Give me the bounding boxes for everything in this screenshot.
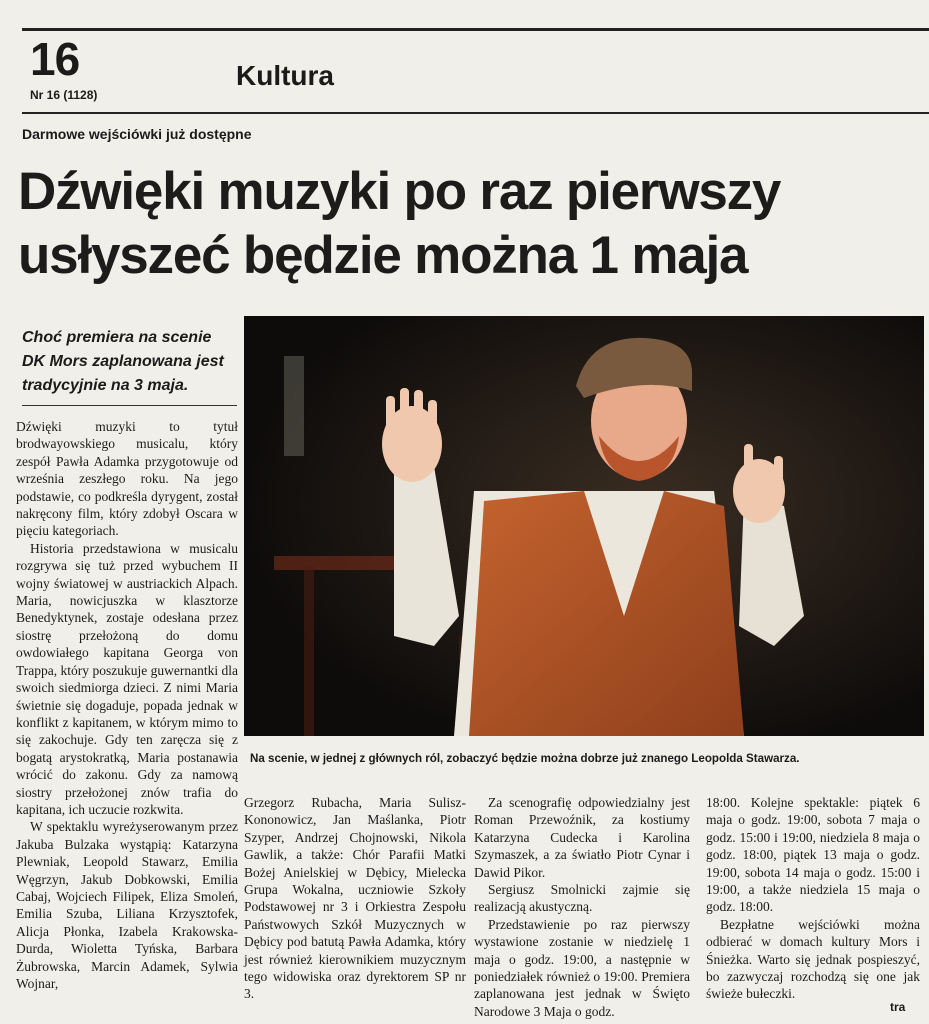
article-column-4 (706, 794, 920, 1003)
article-photo (244, 316, 924, 736)
article-column-1 (16, 418, 238, 992)
paragraph: Sergiusz Smolnicki zajmie się realizacją akustyczną. (474, 882, 690, 915)
paragraph: Za scenografię odpowiedzialny jest Roman Przewoźnik, za kostiumy Katarzyna Cudecka i Karolina Szymaszek, a za światło Piotr Cynar i Dawid Pikor. (474, 795, 690, 880)
actor-photo-illustration (244, 316, 924, 736)
headline-line-2: usłyszeć będzie można 1 maja (18, 226, 748, 285)
page-number: 16 (30, 33, 80, 85)
article-column-2 (244, 794, 466, 1003)
lead-rule (22, 405, 237, 406)
paragraph: Dźwięki muzyki to tytuł brodwayowskiego musicalu, który zespół Pawła Adamka przygotowuje od września zeszłego roku. Na jego podstawie, co podkreśla dyrygent, został nakręcony film, który zdobył Oscara w pięciu kategoriach. (16, 419, 238, 539)
paragraph: W spektaklu wyreżyserowanym przez Jakuba Bulzaka wystąpią: Katarzyna Plewniak, Leopold Stawarz, Emilia Węgrzyn, Jakub Dobkowski, Emilia Cabaj, Wojciech Filipek, Eliza Smoleń, Emilia Szuba, Liliana Krzysztofek, Alicja Płonka, Izabela Krakowska-Durda, Wioletta Tyńska, Barbara Żubrowska, Marcin Adamek, Sylwia Wojnar, (16, 819, 238, 991)
paragraph: Grzegorz Rubacha, Maria Sulisz-Kononowicz, Jan Maślanka, Piotr Szyper, Andrzej Chojnowski, Nikola Gawlik, a także: Chór Parafii Matki Bożej Anielskiej w Dębicy, Mielecka Grupa Wokalna, uczniowie Szkoły Podstawowej nr 3 i Orkiestra Zespołu Państwowych Szkół Muzycznych w Dębicy pod batutą Pawła Adamka, który jest również kierownikiem muzycznym tego widowiska oraz dyrektorem SP nr 3. (244, 795, 466, 1002)
article-kicker: Darmowe wejściówki już dostępne (22, 126, 252, 142)
author-signature: tra (890, 1000, 906, 1014)
issue-number: Nr 16 (1128) (30, 88, 98, 102)
photo-caption: Na scenie, w jednej z głównych ról, zobaczyć będzie można dobrze już znanego Leopolda Stawarza. (250, 752, 800, 765)
article-lead: Choć premiera na scenie DK Mors zaplanowana jest tradycyjnie na 3 maja. (22, 329, 224, 394)
paragraph: Bezpłatne wejściówki można odbierać w domach kultury Mors i Śnieżka. Warto się jednak pospieszyć, bo zazwyczaj rozchodzą się one jak świeże bułeczki. (706, 916, 920, 1002)
paragraph: Przedstawienie po raz pierwszy wystawione zostanie w niedzielę 1 maja o godz. 19:00, a następnie w poniedziałek również o 19:00. Premiera zaplanowana jest jednak w Święto Narodowe 3 Maja o godz. (474, 916, 690, 1019)
header-rule (22, 112, 929, 114)
section-title: Kultura (236, 60, 334, 91)
paragraph: Historia przedstawiona w musicalu rozgrywa się tuż przed wybuchem II wojny światowej w austriackich Alpach. Maria, nowicjuszka w klasztorze Benedyktynek, zostaje odesłana przez siostrę przełożoną do domu owdowiałego kapitana Georga von Trappa, który poszukuje guwernantki dla swoich siedmiorga dzieci. Z nimi Maria świetnie się dogaduje, popada jednak w konflikt z kapitanem, w którym mimo to się zakochuje. Gdy ten zaręcza się z bogatą arystokratką, Maria postanawia wrócić do zakonu. Gdy za namową siostry przełożonej znów trafia do kapitana, ich uczucie rozkwita. (16, 540, 238, 817)
headline-line-1: Dźwięki muzyki po raz pierwszy (18, 162, 781, 221)
article-column-3 (474, 794, 690, 1020)
top-rule (22, 28, 929, 31)
article-headline (18, 160, 929, 288)
paragraph: 18:00. Kolejne spektakle: piątek 6 maja o godz. 19:00, sobota 7 maja o godz. 15:00 i 19:00, niedziela 8 maja o godz. 18:00, piątek 13 maja o godz. 19:00, sobota 14 maja o godz. 15:00 i 19:00, a także niedziela 15 maja o godz. 18:00. (706, 795, 920, 915)
